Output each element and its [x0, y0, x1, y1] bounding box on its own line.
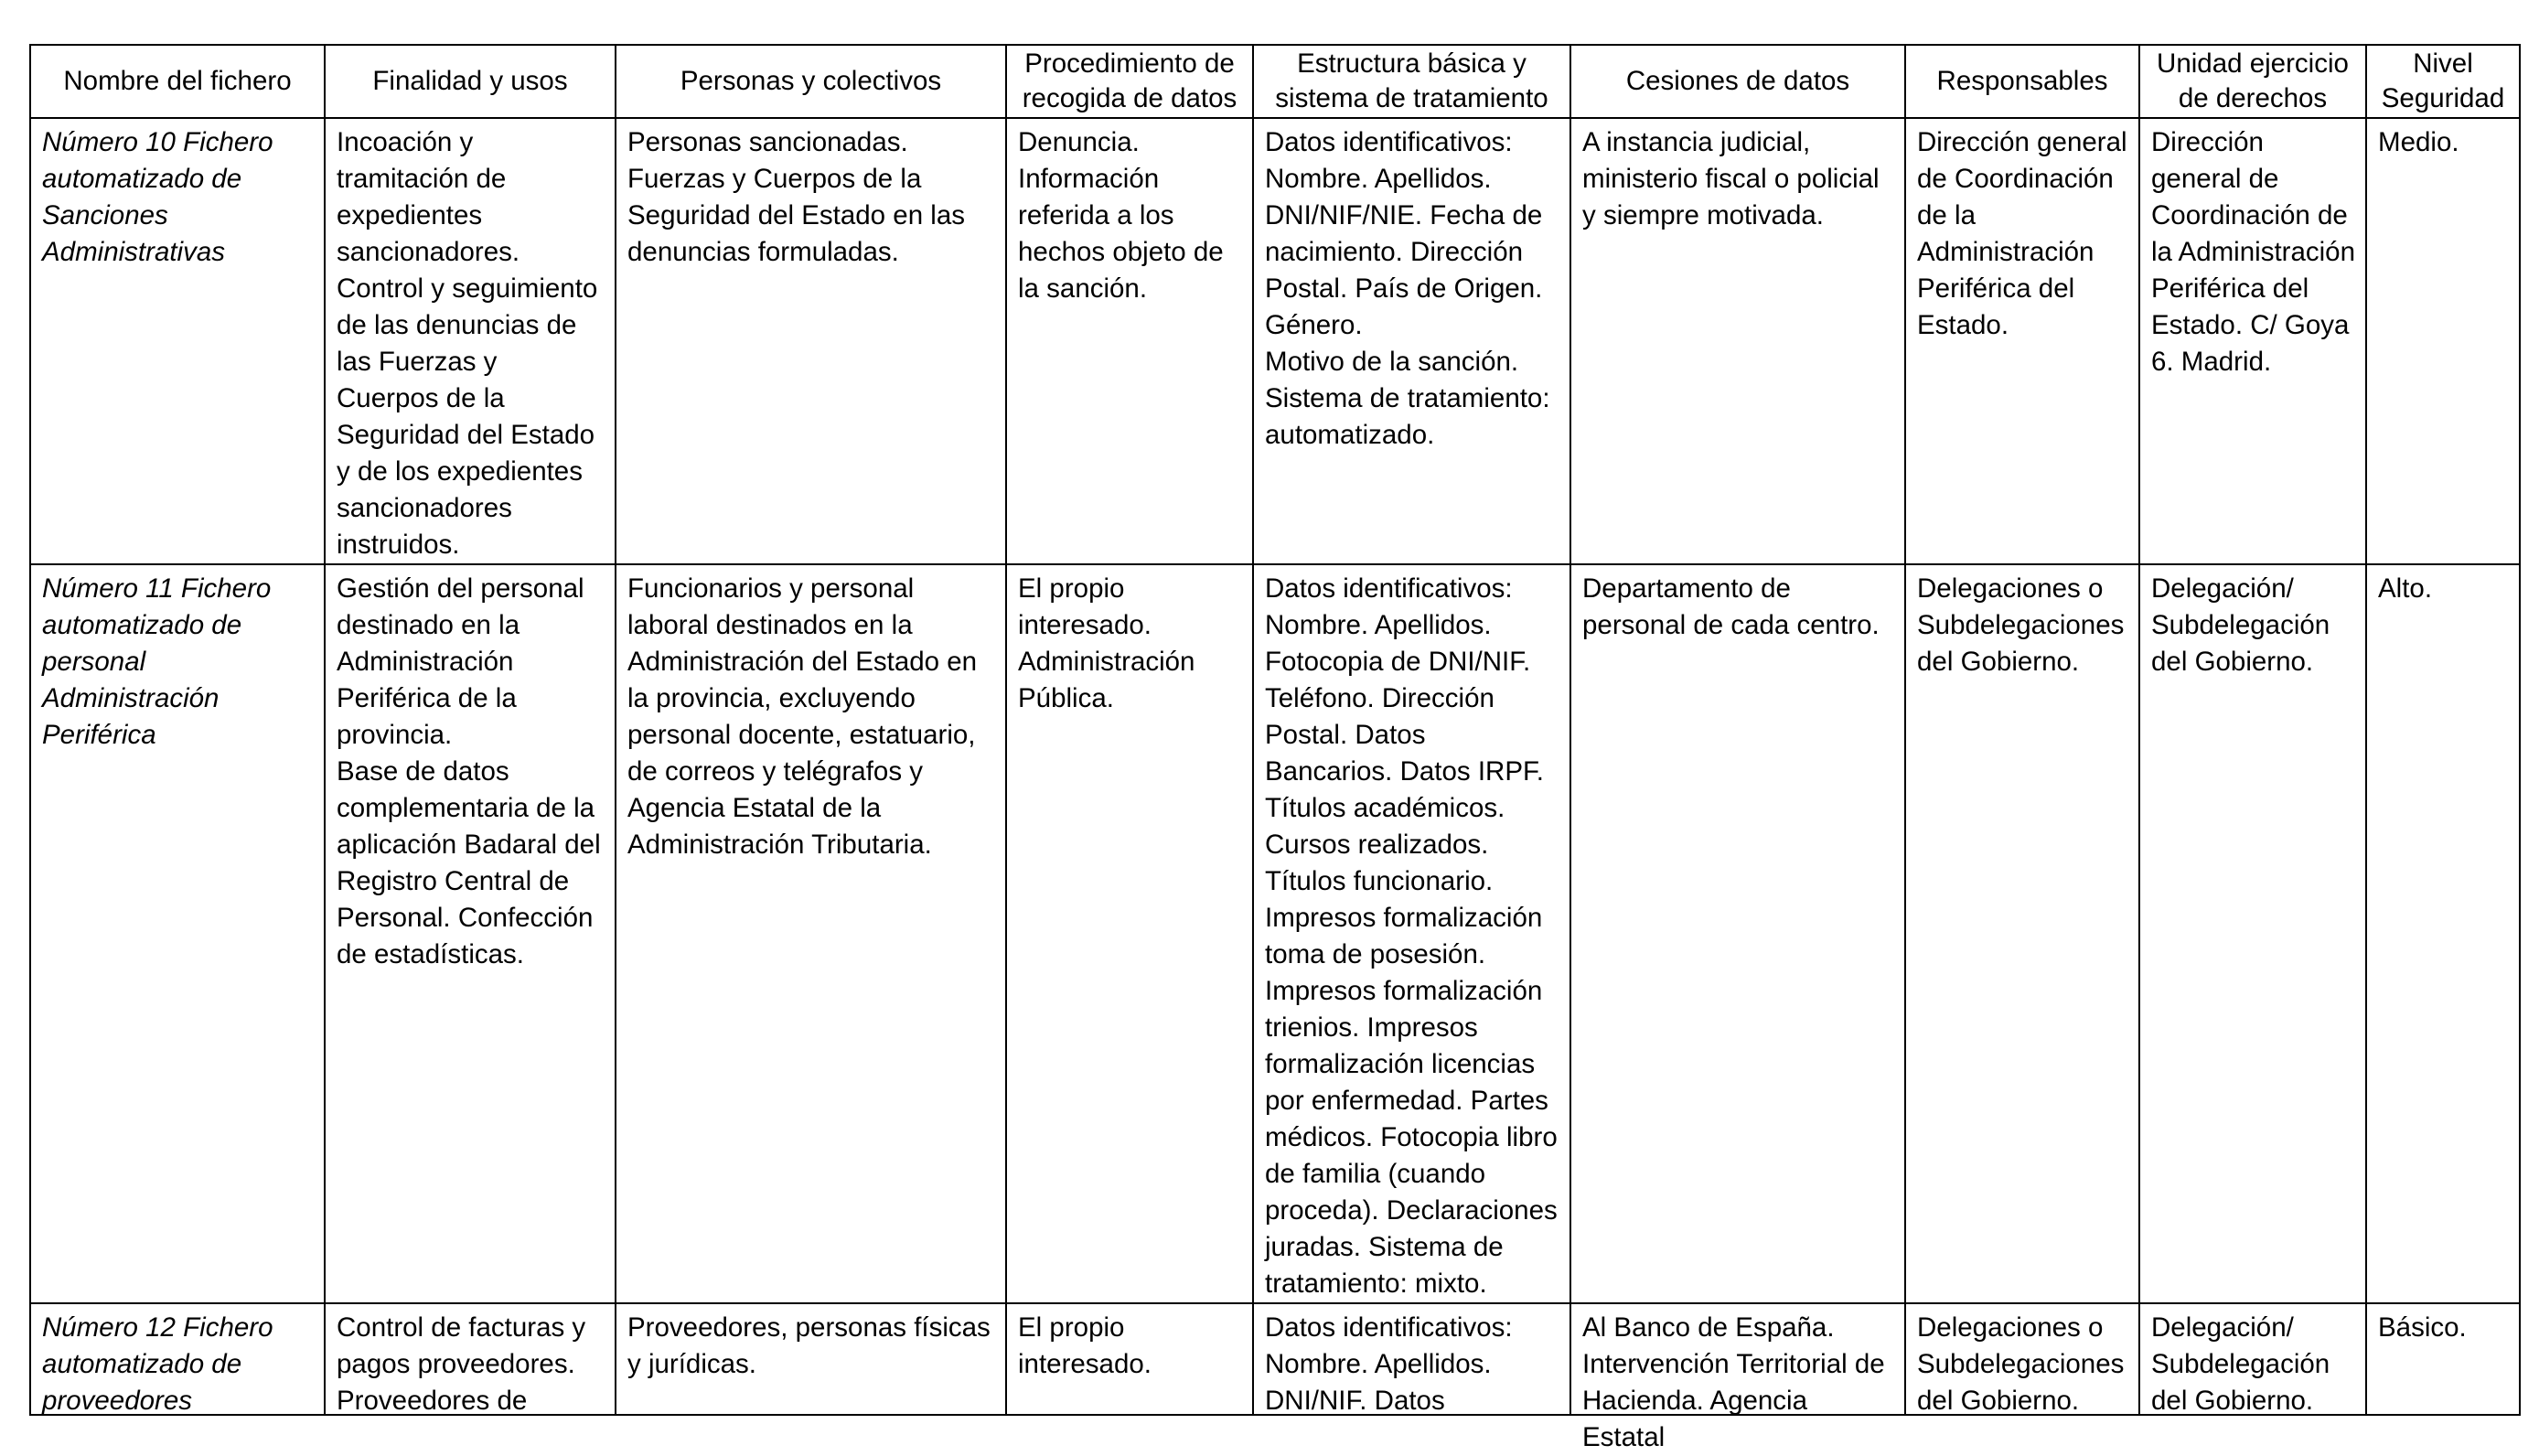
cell-text: Datos identificativos: Nombre. Apellidos. DNI/NIF/NIE. Fecha de nacimiento. Dirección Postal. País de Origen. Género. Motivo de la sanción. Sistema de tratamiento: automatizado.: [1265, 127, 1550, 450]
header-nombre: Nombre del fichero: [30, 45, 325, 118]
cell-text: Datos identificativos: Nombre. Apellidos. Fotocopia de DNI/NIF. Teléfono. Dirección Postal. Datos Bancarios. Datos IRPF. Títulos académicos. Cursos realizados. Títulos funcionario. Impresos formalización toma de posesión. Impresos formalización trienios. Impresos formalización licencias por enfermedad. Partes médicos. Fotocopia libro de familia (cuando proceda). Declaraciones juradas. Sistema de tratamiento: mixto.: [1265, 573, 1558, 1299]
cell-responsables: [1905, 1303, 2139, 1415]
cell-nivel: [2366, 564, 2520, 1303]
cell-nivel: [2366, 1303, 2520, 1415]
table-header-row: [30, 45, 2520, 118]
header-finalidad: Finalidad y usos: [325, 45, 616, 118]
header-unidad: Unidad ejercicio de derechos: [2139, 45, 2366, 118]
cell-finalidad: [325, 564, 616, 1303]
header-cesiones: Cesiones de datos: [1570, 45, 1905, 118]
cell-responsables: [1905, 118, 2139, 564]
cell-finalidad: [325, 1303, 616, 1415]
cell-text: Incoación y tramitación de expedientes sancionadores. Control y seguimiento de las denuncias de las Fuerzas y Cuerpos de la Seguridad del Estado y de los expedientes sancionadores instruidos.: [337, 127, 598, 560]
cell-text: Gestión del personal destinado en la Administración Periférica de la provincia. Base de datos complementaria de la aplicación Badaral del Registro Central de Personal. Confección de estadísticas.: [337, 573, 601, 969]
cell-text: Número 10 Fichero automatizado de Sanciones Administrativas: [42, 127, 273, 267]
cell-text: Proveedores, personas físicas y jurídicas.: [627, 1312, 991, 1379]
cell-text: Delegaciones o Subdelegaciones del Gobierno.: [1917, 1312, 2125, 1416]
cell-text: A instancia judicial, ministerio fiscal o policial y siempre motivada.: [1582, 127, 1880, 230]
cell-estructura: [1253, 564, 1570, 1303]
cell-text: Delegaciones o Subdelegaciones del Gobierno.: [1917, 573, 2125, 677]
cell-nombre: [30, 118, 325, 564]
cell-personas: [616, 1303, 1006, 1415]
cell-unidad: [2139, 118, 2366, 564]
cell-cesiones: [1570, 564, 1905, 1303]
cell-cesiones: [1570, 118, 1905, 564]
cell-text: Delegación/ Subdelegación del Gobierno.: [2151, 573, 2330, 677]
header-estructura: Estructura básica y sistema de tratamiento: [1253, 45, 1570, 118]
cell-procedimiento: [1006, 564, 1253, 1303]
cell-text: Datos identificativos: Nombre. Apellidos. DNI/NIF. Datos: [1265, 1312, 1513, 1416]
cell-text: Básico.: [2378, 1312, 2467, 1343]
cell-personas: [616, 118, 1006, 564]
cell-estructura: [1253, 118, 1570, 564]
cell-text: Personas sancionadas. Fuerzas y Cuerpos de la Seguridad del Estado en las denuncias formuladas.: [627, 127, 966, 267]
header-personas: Personas y colectivos: [616, 45, 1006, 118]
cell-nombre: [30, 1303, 325, 1415]
table-row: [30, 1303, 2520, 1415]
cell-text: Delegación/ Subdelegación del Gobierno.: [2151, 1312, 2330, 1416]
table-row: [30, 118, 2520, 564]
cell-text: Dirección general de Coordinación de la Administración Periférica del Estado. C/ Goya 6. Madrid.: [2151, 127, 2355, 377]
header-procedimiento: Procedimiento de recogida de datos: [1006, 45, 1253, 118]
data-files-table: [29, 44, 2521, 1452]
table-row: [30, 564, 2520, 1303]
cell-text: El propio interesado.: [1018, 1312, 1152, 1379]
header-responsables: Responsables: [1905, 45, 2139, 118]
cell-text: Funcionarios y personal laboral destinados en la Administración del Estado en la provincia, excluyendo personal docente, estatuario, de correos y telégrafos y Agencia Estatal de la Administración Tributaria.: [627, 573, 978, 860]
cell-text: Denuncia. Información referida a los hechos objeto de la sanción.: [1018, 127, 1224, 304]
cell-text: Dirección general de Coordinación de la Administración Periférica del Estado.: [1917, 127, 2127, 340]
cell-nombre: [30, 564, 325, 1303]
cell-text: Medio.: [2378, 127, 2459, 157]
cell-unidad: [2139, 1303, 2366, 1415]
cell-text: Departamento de personal de cada centro.: [1582, 573, 1880, 640]
cell-text: Número 12 Fichero automatizado de proveedores: [42, 1312, 273, 1416]
header-nivel: Nivel Seguridad: [2366, 45, 2520, 118]
cell-text: Número 11 Fichero automatizado de personal Administración Periférica: [42, 573, 272, 750]
cell-text: Control de facturas y pagos proveedores. Proveedores de: [337, 1312, 586, 1416]
cell-text: Alto.: [2378, 573, 2433, 604]
cell-procedimiento: [1006, 118, 1253, 564]
cell-text: Al Banco de España. Intervención Territorial de Hacienda. Agencia Estatal: [1582, 1312, 1885, 1452]
cell-text: El propio interesado. Administración Pública.: [1018, 573, 1195, 713]
cell-finalidad: [325, 118, 616, 564]
cell-nivel: [2366, 118, 2520, 564]
cell-cesiones: [1570, 1303, 1905, 1452]
cell-procedimiento: [1006, 1303, 1253, 1415]
cell-personas: [616, 564, 1006, 1303]
cell-estructura: [1253, 1303, 1570, 1415]
cell-unidad: [2139, 564, 2366, 1303]
cell-responsables: [1905, 564, 2139, 1303]
